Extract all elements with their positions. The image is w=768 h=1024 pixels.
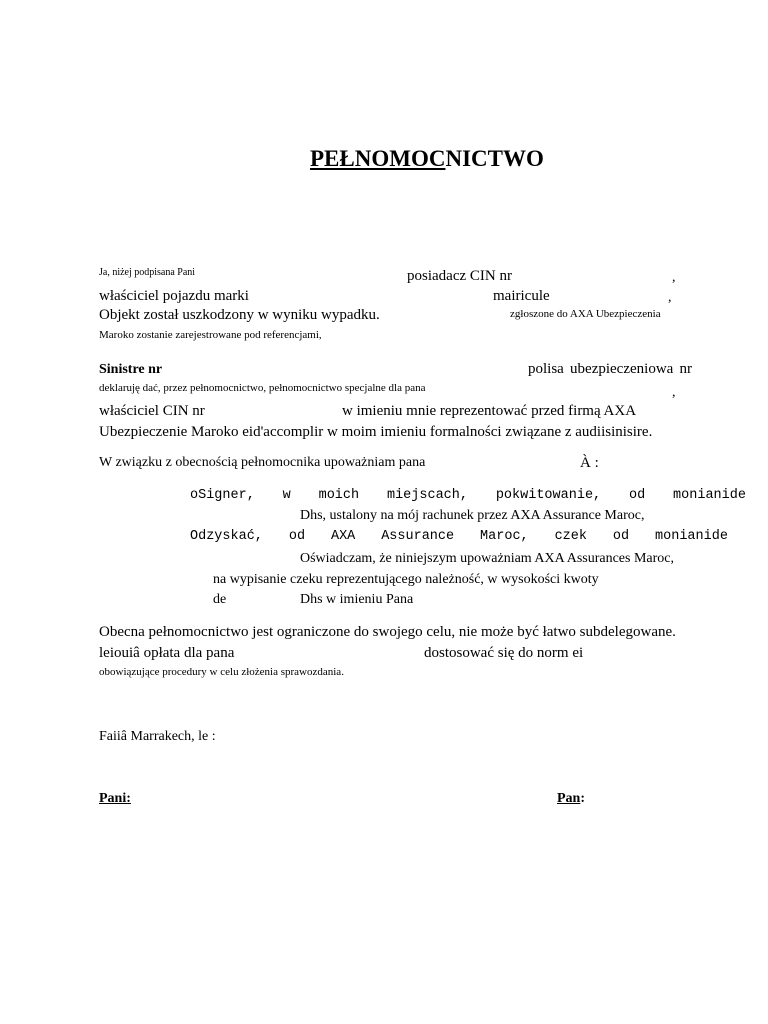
declaration-line: deklaruję dać, przez pełnomocnictwo, pełnomocnictwo specjalne dla pana (99, 382, 426, 394)
word: od (612, 529, 630, 544)
damage-line: Objekt został uszkodzony w wyniku wypadku. (99, 307, 380, 323)
claim-number-label: Sinistre nr (99, 362, 163, 377)
intro-line: Ja, niżej podpisana Pani (99, 267, 196, 278)
word: miejscach, (386, 488, 468, 503)
sign-line (190, 488, 746, 504)
signature-pan (557, 791, 585, 807)
cin-label: posiadacz CIN nr (407, 268, 512, 284)
word: Maroc, (480, 529, 529, 544)
represent-line: w imieniu mnie reprezentować przed firmą AXA (342, 403, 637, 419)
word: moich (318, 488, 360, 503)
norms-line: dostosować się do norm ei (424, 645, 584, 661)
procedures-line: obowiązujące procedury w celu złożenia sprawozdania. (99, 666, 344, 678)
document-title (310, 146, 544, 172)
authorization-line: W związku z obecnością pełnomocnika upoważniam pana (99, 455, 426, 470)
word: monianide (655, 529, 728, 544)
word: czek (554, 529, 587, 544)
dhs-on-behalf-line: Dhs w imieniu Pana (300, 592, 414, 607)
word: oSigner, (190, 488, 255, 503)
reported-to-axa: zgłoszone do AXA Ubezpieczenia (510, 308, 661, 320)
word: w (282, 488, 291, 503)
word: Odzyskać, (190, 529, 263, 544)
owner-cin-label: właściciel CIN nr (99, 403, 205, 419)
limitation-line: Obecna pełnomocnictwo jest ograniczone do swojego celu, nie może być łatwo subdelegowane. (99, 624, 676, 640)
comma: , (672, 270, 676, 285)
word: od (288, 529, 306, 544)
word: polisa (528, 361, 564, 377)
vehicle-brand-line: właściciel pojazdu marki (99, 288, 249, 304)
declaration-axa-line: Oświadczam, że niniejszym upoważniam AXA Assurances Maroc, (300, 551, 675, 566)
recover-line (190, 529, 728, 545)
word: pokwitowanie, (495, 488, 602, 503)
pan-colon: : (580, 791, 586, 806)
registered-line: Maroko zostanie zarejestrowane pod referencjami, (99, 329, 322, 341)
word: od (629, 488, 646, 503)
word: AXA (330, 529, 356, 544)
word: monianide (673, 488, 746, 503)
title-rest: NICTWO (445, 146, 544, 171)
fee-line: leiouiâ opłata dla pana (99, 645, 235, 661)
comma: , (668, 290, 672, 305)
registration-label: mairicule (493, 288, 550, 304)
cheque-line: na wypisanie czeku reprezentującego należność, w wysokości kwoty (213, 572, 599, 587)
pan-label: Pan (557, 791, 581, 806)
formalities-line: Ubezpieczenie Maroko eid'accomplir w moim imieniu formalności związane z audiisinisire. (99, 424, 653, 440)
word: Assurance (381, 529, 455, 544)
comma: , (672, 385, 676, 400)
de-label: de (213, 592, 227, 607)
policy-number-label (528, 361, 692, 378)
place-date-line: Faiiâ Marrakech, le : (99, 729, 216, 744)
to-label: À : (580, 455, 599, 471)
signature-pani: Pani: (99, 791, 131, 806)
title-underlined-part: PEŁNOMOC (310, 146, 446, 171)
amount-line: Dhs, ustalony na mój rachunek przez AXA Assurance Maroc, (300, 508, 645, 523)
word: nr (679, 361, 692, 377)
word: ubezpieczeniowa (570, 361, 674, 377)
